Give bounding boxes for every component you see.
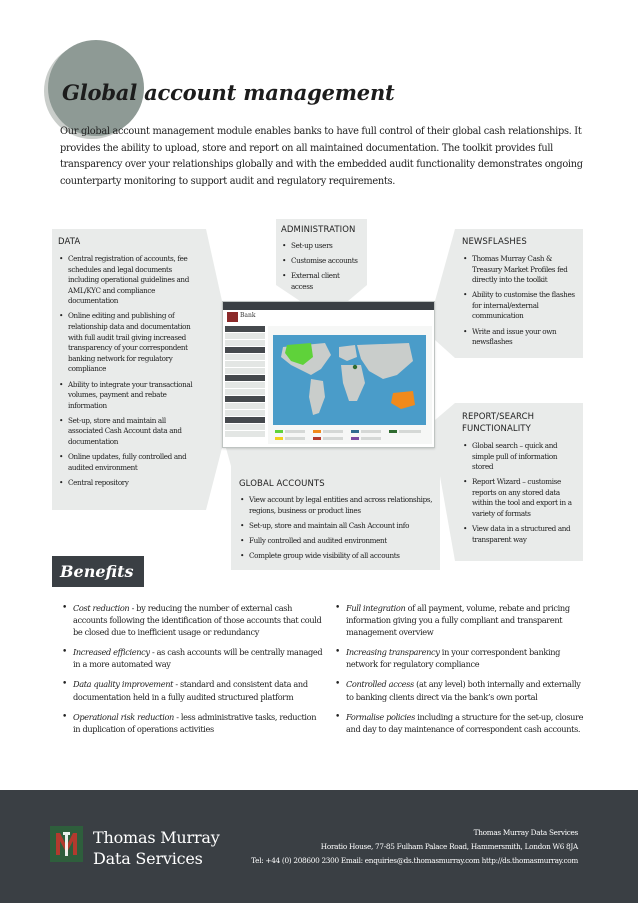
list-item: • Global search – quick and simple pull of information stored xyxy=(462,441,578,473)
benefit-item xyxy=(333,678,588,702)
list-item: • Fully controlled and audited environment xyxy=(239,536,434,547)
newsflashes-heading: NEWSFLASHES xyxy=(462,237,527,247)
list-item: • Write and issue your own newsflashes xyxy=(462,327,578,348)
benefit-item xyxy=(333,602,588,638)
page-title: Global account management xyxy=(62,80,395,105)
benefit-text: (at any level) both internally and externally to banking clients direct via the bank’s own portal xyxy=(346,679,581,702)
list-item: • Ability to customise the flashes for internal/external communication xyxy=(462,290,578,322)
benefit-item xyxy=(60,711,325,735)
benefit-item xyxy=(60,602,325,638)
benefit-term: Increased efficiency xyxy=(73,647,150,658)
data-list xyxy=(58,254,200,488)
list-item: • Thomas Murray Cash & Treasury Market Profiles fed directly into the toolkit xyxy=(462,254,578,286)
list-item: • Set-up users xyxy=(281,241,362,252)
benefit-text: - standard and consistent data and documentation held in a fully audited structured platform xyxy=(73,679,308,702)
footer-contact: Tel: +44 (0) 208600 2300 Email: enquiries@ds.thomasmurray.com http://ds.thomasmurray.com xyxy=(251,856,578,865)
benefit-term: Formalise policies xyxy=(346,711,415,722)
benefit-item xyxy=(60,678,325,702)
list-item: • Customise accounts xyxy=(281,256,362,267)
benefit-term: Full integration xyxy=(346,603,406,613)
report-search-panel xyxy=(455,403,583,561)
footer-address: Horatio House, 77-85 Fulham Palace Road, Hammersmith, London W6 8JA xyxy=(320,842,578,851)
list-item: • Central registration of accounts, fee schedules and legal documents including operational guidelines and AML/KYC and compliance documentation xyxy=(58,254,200,307)
list-item: • Online editing and publishing of relationship data and documentation with full audit trail giving increased transparency of your correspondent banking network for regulatory compliance xyxy=(58,311,200,375)
benefit-text: - less administrative tasks, reduction in duplication of operations activities xyxy=(73,711,317,734)
application-screenshot xyxy=(222,301,435,448)
data-panel xyxy=(52,229,206,510)
list-item: • View data in a structured and transparent way xyxy=(462,524,578,545)
screenshot-brand: Bank xyxy=(240,312,256,319)
benefit-text: - as cash accounts will be centrally managed in a more automated way xyxy=(73,647,323,670)
benefit-text: including a structure for the set-up, closure and day to day maintenance of correspondent cash accounts. xyxy=(346,711,584,734)
list-item: • Online updates, fully controlled and audited environment xyxy=(58,452,200,473)
benefit-text: in your correspondent banking network for regulatory compliance xyxy=(346,647,561,670)
benefit-term: Data quality improvement xyxy=(73,679,174,690)
list-item: • External client access xyxy=(281,271,362,292)
benefit-term: Cost reduction xyxy=(73,603,130,613)
newsflashes-list xyxy=(462,254,578,348)
report-heading-line1: REPORT/SEARCH xyxy=(462,412,535,422)
benefit-item xyxy=(333,711,588,735)
world-map-icon xyxy=(273,335,426,425)
list-item: • Set-up, store and maintain all associated Cash Account data and documentation xyxy=(58,416,200,448)
benefit-item xyxy=(60,646,325,670)
benefits-right-list xyxy=(333,602,588,743)
benefit-term: Increasing transparency xyxy=(346,647,440,658)
screenshot-sidebar xyxy=(225,326,265,444)
thomas-murray-logo-icon xyxy=(50,826,83,862)
list-item: • Central repository xyxy=(58,478,200,489)
screenshot-legend xyxy=(273,428,426,442)
newsflashes-panel xyxy=(455,229,583,358)
data-heading: DATA xyxy=(58,237,81,247)
report-heading-line2: FUNCTIONALITY xyxy=(462,424,531,434)
screenshot-top-bar xyxy=(223,302,434,310)
administration-heading: ADMINISTRATION xyxy=(281,225,356,235)
global-accounts-panel xyxy=(231,466,440,570)
administration-list xyxy=(281,241,362,292)
footer-company: Thomas Murray Data Services xyxy=(473,828,578,837)
screenshot-bank-logo xyxy=(227,312,238,322)
list-item: • View account by legal entities and across relationships, regions, business or product lines xyxy=(239,495,434,516)
benefits-left-list xyxy=(60,602,325,743)
list-item: • Report Wizard – customise reports on any stored data within the tool and export in a variety of formats xyxy=(462,477,578,519)
intro-paragraph: Our global account management module enables banks to have full control of their global cash relationships. It provides the ability to upload, store and report on all maintained documentation. The toolkit provides full transparency over your relationships globally and with the embedded audit functionality demonstrates ongoing counterparty monitoring to support audit and regulatory requirements. xyxy=(60,126,583,187)
list-item: • Set-up, store and maintain all Cash Account info xyxy=(239,521,434,532)
list-item: • Complete group wide visibility of all accounts xyxy=(239,551,434,562)
benefit-term: Operational risk reduction xyxy=(73,711,174,722)
benefit-item xyxy=(333,646,588,670)
benefit-text: of all payment, volume, rebate and pricing information giving you a fully compliant and transparent management overview xyxy=(346,603,570,638)
benefits-title: Benefits xyxy=(60,562,134,581)
benefit-text: - by reducing the number of external cash accounts following the identification of those accounts that could be closed due to inefficient usage or redundancy xyxy=(73,603,322,638)
list-item: • Ability to integrate your transactional volumes, payment and rebate information xyxy=(58,380,200,412)
benefit-term: Controlled access xyxy=(346,679,414,690)
global-accounts-heading: GLOBAL ACCOUNTS xyxy=(239,479,325,489)
footer-brand-line1: Thomas Murray xyxy=(93,828,220,847)
administration-panel xyxy=(276,219,367,291)
global-accounts-list xyxy=(239,495,434,561)
report-list xyxy=(462,441,578,545)
footer-brand-line2: Data Services xyxy=(93,849,203,868)
